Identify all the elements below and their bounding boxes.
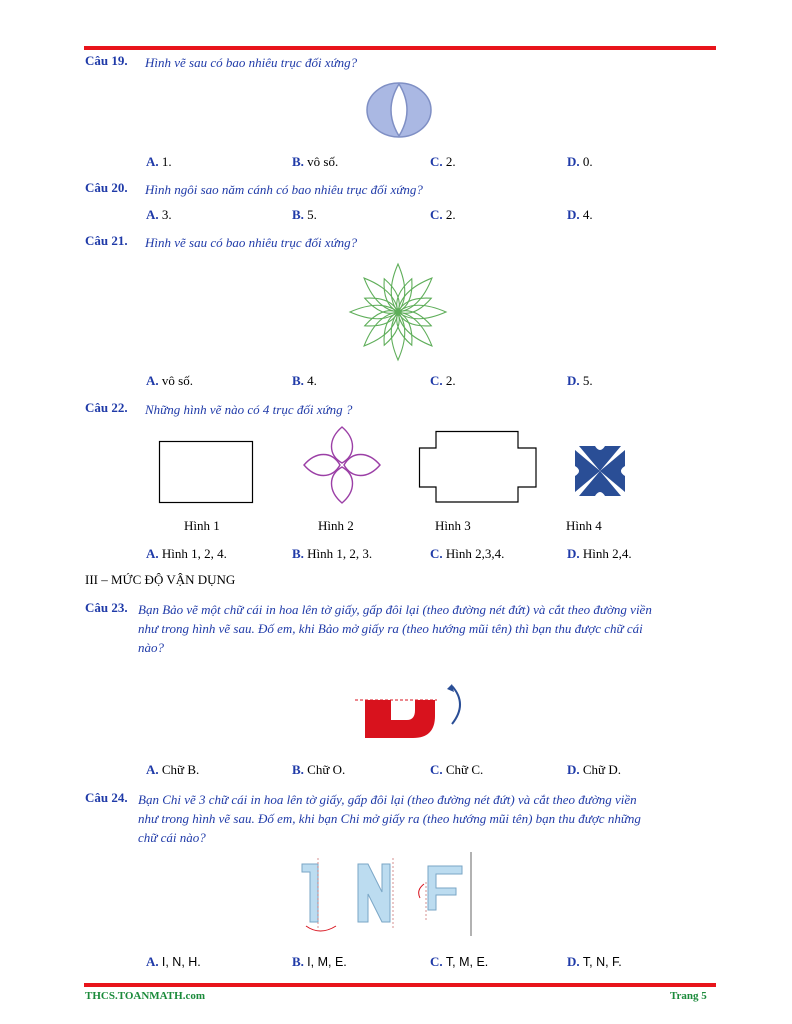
header-rule xyxy=(84,46,716,50)
q23-option-a[interactable]: A. Chữ B. xyxy=(146,762,200,777)
q22-caption-4: Hình 4 xyxy=(566,518,602,533)
q20-number: Câu 20. xyxy=(85,180,128,195)
q23-text-line-1: Bạn Bảo vẽ một chữ cái in hoa lên tờ giấy, gấp đôi lại (theo đường nét đứt) và cắt theo đường viền xyxy=(138,602,652,617)
q22-number: Câu 22. xyxy=(85,400,128,415)
section-heading: III – MỨC ĐỘ VẬN DỤNG xyxy=(85,572,236,587)
q20-option-d[interactable]: D. 4. xyxy=(567,207,593,222)
q22-caption-1: Hình 1 xyxy=(184,518,220,533)
q22-caption-2: Hình 2 xyxy=(318,518,354,533)
q19-option-c[interactable]: C. 2. xyxy=(430,154,456,169)
q24-option-c[interactable]: C. T, M, E. xyxy=(430,954,489,969)
footer-rule xyxy=(84,983,716,987)
q22-rectangle-figure xyxy=(159,441,253,503)
q24-folded-letters-figure xyxy=(296,852,476,936)
q19-text: Hình vẽ sau có bao nhiêu trục đối xứng? xyxy=(145,55,358,70)
q21-option-b[interactable]: B. 4. xyxy=(292,373,317,388)
q24-text-line-3: chữ cái nào? xyxy=(138,830,206,845)
q24-option-b[interactable]: B. I, M, E. xyxy=(292,954,347,969)
q22-option-d[interactable]: D. Hình 2,4. xyxy=(567,546,632,561)
q24-option-a[interactable]: A. I, N, H. xyxy=(146,954,201,969)
q21-number: Câu 21. xyxy=(85,233,128,248)
q19-option-d[interactable]: D. 0. xyxy=(567,154,593,169)
q23-option-b[interactable]: B. Chữ O. xyxy=(292,762,346,777)
q22-quatrefoil-figure xyxy=(302,425,382,505)
q22-cross-shape-figure xyxy=(419,431,537,503)
footer-site-link[interactable]: THCS.TOANMATH.com xyxy=(85,990,205,1002)
q24-option-d[interactable]: D. T, N, F. xyxy=(567,954,622,969)
q21-option-a[interactable]: A. vô số. xyxy=(146,373,193,388)
q19-number: Câu 19. xyxy=(85,53,128,68)
q19-lens-figure xyxy=(366,81,432,139)
q23-number: Câu 23. xyxy=(85,600,128,615)
q24-text-line-2: như trong hình vẽ sau. Đố em, khi bạn Chi mở giấy ra (theo hướng mũi tên) bạn thu được những xyxy=(138,811,641,826)
q23-option-c[interactable]: C. Chữ C. xyxy=(430,762,484,777)
q22-option-c[interactable]: C. Hình 2,3,4. xyxy=(430,546,505,561)
q21-flower-figure xyxy=(348,262,448,362)
q23-text xyxy=(138,600,716,657)
q19-option-a[interactable]: A. 1. xyxy=(146,154,172,169)
q23-text-line-3: nào? xyxy=(138,640,164,655)
q22-maltese-cross-figure xyxy=(575,446,625,496)
q23-text-line-2: như trong hình vẽ sau. Đố em, khi Bảo mở giấy ra (theo hướng mũi tên) thì bạn thu được chữ cái xyxy=(138,621,643,636)
q22-option-a[interactable]: A. Hình 1, 2, 4. xyxy=(146,546,227,561)
q20-text: Hình ngôi sao năm cánh có bao nhiêu trục đối xứng? xyxy=(145,182,423,197)
q24-number: Câu 24. xyxy=(85,790,128,805)
q24-text-line-1: Bạn Chi vẽ 3 chữ cái in hoa lên tờ giấy, gấp đôi lại (theo đường nét đứt) và cắt theo đường viền xyxy=(138,792,637,807)
q21-text: Hình vẽ sau có bao nhiêu trục đối xứng? xyxy=(145,235,358,250)
q20-option-a[interactable]: A. 3. xyxy=(146,207,172,222)
q23-option-d[interactable]: D. Chữ D. xyxy=(567,762,621,777)
q22-caption-3: Hình 3 xyxy=(435,518,471,533)
q23-folded-letter-figure xyxy=(355,680,470,742)
q24-text xyxy=(138,790,716,847)
q20-option-c[interactable]: C. 2. xyxy=(430,207,456,222)
q22-text: Những hình vẽ nào có 4 trục đối xứng ? xyxy=(145,402,353,417)
q20-option-b[interactable]: B. 5. xyxy=(292,207,317,222)
q19-option-b[interactable]: B. vô số. xyxy=(292,154,339,169)
q21-option-c[interactable]: C. 2. xyxy=(430,373,456,388)
q22-option-b[interactable]: B. Hình 1, 2, 3. xyxy=(292,546,373,561)
footer-page-number: Trang 5 xyxy=(670,990,707,1002)
q21-option-d[interactable]: D. 5. xyxy=(567,373,593,388)
